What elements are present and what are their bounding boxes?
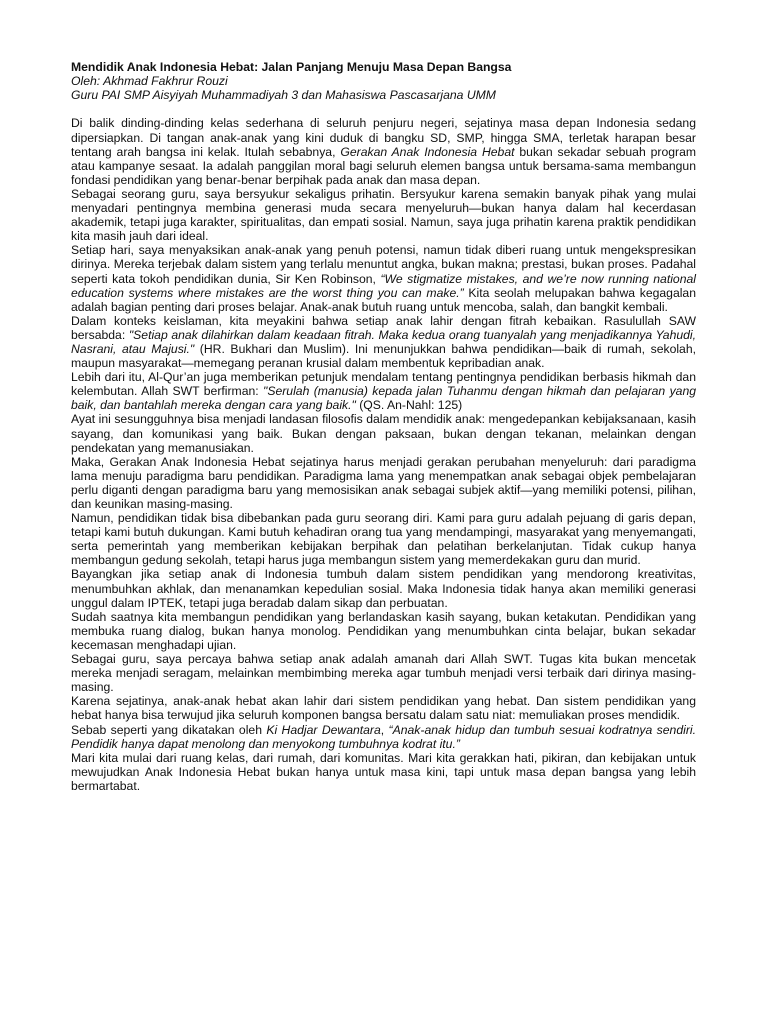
- paragraph: [71, 243, 696, 313]
- author-line: Oleh: Akhmad Fakhrur Rouzi: [71, 74, 228, 89]
- article: [71, 60, 696, 793]
- text-run: Sebagai guru, saya percaya bahwa setiap anak adalah amanah dari Allah SWT. Tugas kita bukan mencetak mereka menjadi seragam, melainkan membimbing mereka agar tumbuh menjadi versi terbaik dari dirinya masing-masing.: [71, 652, 696, 695]
- italic-text: "Serulah (manusia) kepada jalan Tuhanmu dengan hikmah dan pelajaran yang baik, dan bantahlah mereka dengan cara yang baik.": [71, 384, 697, 413]
- italic-text: "Setiap anak dilahirkan dalam keadaan fitrah. Maka kedua orang tuanyalah yang menjadikannya Yahudi, Nasrani, atau Majusi.": [71, 327, 697, 356]
- italic-text: “We stigmatize mistakes, and we’re now running national education systems where mistakes are the worst thing you can make.”: [71, 271, 696, 300]
- text-run: (HR. Bukhari dan Muslim). Ini menunjukkan bahwa pendidikan—baik di rumah, sekolah, maupun masyarakat—memegang peranan krusial dalam membentuk kepribadian anak.: [71, 341, 696, 371]
- text-run: Karena sejatinya, anak-anak hebat akan lahir dari sistem pendidikan yang hebat. Dan sistem pendidikan yang hebat hanya bisa terwujud jika seluruh komponen bangsa bersatu dalam satu niat: memuliakan proses mendidik.: [71, 694, 696, 723]
- paragraph: [71, 116, 696, 186]
- text-run: Ayat ini sesungguhnya bisa menjadi landasan filosofis dalam mendidik anak: mengedepankan kebijaksanaan, kasih sayang, dan komunikasi yang baik. Bukan dengan paksaan, bukan dengan tekanan, melainkan dengan pendekatan yang memanusiakan.: [71, 412, 696, 455]
- paragraph: [71, 652, 696, 694]
- paragraph: [71, 455, 696, 511]
- paragraph: [71, 751, 696, 793]
- text-run: Lebih dari itu, Al-Qur’an juga memberikan petunjuk mendalam tentang pentingnya pendidikan berbasis hikmah dan kelembutan. Allah SWT berfirman:: [71, 370, 696, 399]
- text-run: ,: [380, 722, 389, 737]
- header-spacer: [71, 102, 696, 116]
- text-run: Mari kita mulai dari ruang kelas, dari rumah, dari komunitas. Mari kita gerakkan hati, pikiran, dan kebijakan untuk mewujudkan Anak Indonesia Hebat bukan hanya untuk masa kini, tapi untuk masa depan bangsa yang lebih bermartabat.: [71, 750, 696, 793]
- paragraph: [71, 511, 696, 567]
- paragraph: [71, 694, 696, 722]
- text-run: Maka, Gerakan Anak Indonesia Hebat sejatinya harus menjadi gerakan perubahan menyeluruh: dari paradigma lama menuju paradigma baru pendidikan. Paradigma lama yang menempatkan anak sebagai objek pembelajaran perlu diganti dengan paradigma baru yang memosisikan anak sebagai subjek aktif—yang memiliki potensi, pilihan, dan keunikan masing-masing.: [71, 454, 696, 511]
- paragraph: [71, 723, 696, 751]
- article-title: Mendidik Anak Indonesia Hebat: Jalan Panjang Menuju Masa Depan Bangsa: [71, 60, 512, 74]
- text-run: Kita seolah melupakan bahwa kegagalan adalah bagian penting dari proses belajar. Anak-anak butuh ruang untuk mencoba, salah, dan bangkit kembali.: [71, 285, 696, 314]
- text-run: Sebab seperti yang dikatakan oleh: [71, 722, 267, 737]
- text-run: (QS. An-Nahl: 125): [355, 398, 463, 413]
- paragraph: [71, 610, 696, 652]
- text-run: Sebagai seorang guru, saya bersyukur sekaligus prihatin. Bersyukur karena semakin banyak pihak yang mulai menyadari pentingnya membina generasi muda secara menyeluruh—bukan hanya dalam hal kecerdasan akademik, tetapi juga karakter, spiritualitas, dan empati sosial. Namun, saya juga prihatin karena praktik pendidikan kita masih jauh dari ideal.: [71, 186, 696, 244]
- text-run: Bayangkan jika setiap anak di Indonesia tumbuh dalam sistem pendidikan yang mendorong kreativitas, menumbuhkan akhlak, dan menanamkan kepedulian sosial. Maka Indonesia tidak hanya akan memiliki generasi unggul dalam IPTEK, tetapi juga beradab dalam sikap dan perbuatan.: [71, 567, 696, 610]
- text-run: Setiap hari, saya menyaksikan anak-anak yang penuh potensi, namun tidak diberi ruang untuk mengekspresikan dirinya. Mereka terjebak dalam sistem yang terlalu menuntut angka, bukan makna; prestasi, bukan proses. Padahal seperti kata tokoh pendidikan dunia, Sir Ken Robinson,: [71, 243, 696, 286]
- article-body: [71, 116, 696, 793]
- italic-text: Ki Hadjar Dewantara: [266, 722, 381, 737]
- paragraph: [71, 412, 696, 454]
- text-run: Sudah saatnya kita membangun pendidikan yang berlandaskan kasih sayang, bukan ketakutan. Pendidikan yang membuka ruang dialog, bukan hanya monolog. Pendidikan yang menumbuhkan cinta belajar, bukan sekadar kecemasan menghadapi ujian.: [71, 609, 696, 652]
- paragraph: [71, 187, 696, 243]
- affiliation-line: Guru PAI SMP Aisyiyah Muhammadiyah 3 dan Mahasiswa Pascasarjana UMM: [71, 88, 496, 103]
- italic-text: “Anak-anak hidup dan tumbuh sesuai kodratnya sendiri. Pendidik hanya dapat menolong dan menyokong tumbuhnya kodrat itu.”: [71, 722, 696, 751]
- italic-text: Gerakan Anak Indonesia Hebat: [340, 144, 515, 159]
- text-run: Dalam konteks keislaman, kita meyakini bahwa setiap anak lahir dengan fitrah kebaikan. Rasulullah SAW bersabda:: [71, 313, 696, 342]
- paragraph: [71, 314, 696, 370]
- paragraph: [71, 567, 696, 609]
- text-run: bukan sekadar sebuah program atau kampanye sesaat. Ia adalah panggilan moral bagi seluruh elemen bangsa untuk bersama-sama membangun fondasi pendidikan yang benar-benar berpihak pada anak dan masa depan.: [71, 144, 696, 187]
- text-run: Namun, pendidikan tidak bisa dibebankan pada guru seorang diri. Kami para guru adalah pejuang di garis depan, tetapi kami butuh dukungan. Kami butuh kehadiran orang tua yang mendampingi, masyarakat yang menyemangati, serta pemerintah yang memberikan kebijakan berpihak dan pelatihan berkelanjutan. Tidak cukup hanya membangun gedung sekolah, tetapi harus juga membangun sistem yang memerdekakan guru dan murid.: [71, 511, 696, 568]
- paragraph: [71, 370, 696, 412]
- text-run: Di balik dinding-dinding kelas sederhana di seluruh penjuru negeri, sejatinya masa depan Indonesia sedang dipersiapkan. Di tangan anak-anak yang kini duduk di bangku SD, SMP, hingga SMA, terletak harapan besar tentang arah bangsa ini kelak. Itulah sebabnya,: [71, 116, 696, 159]
